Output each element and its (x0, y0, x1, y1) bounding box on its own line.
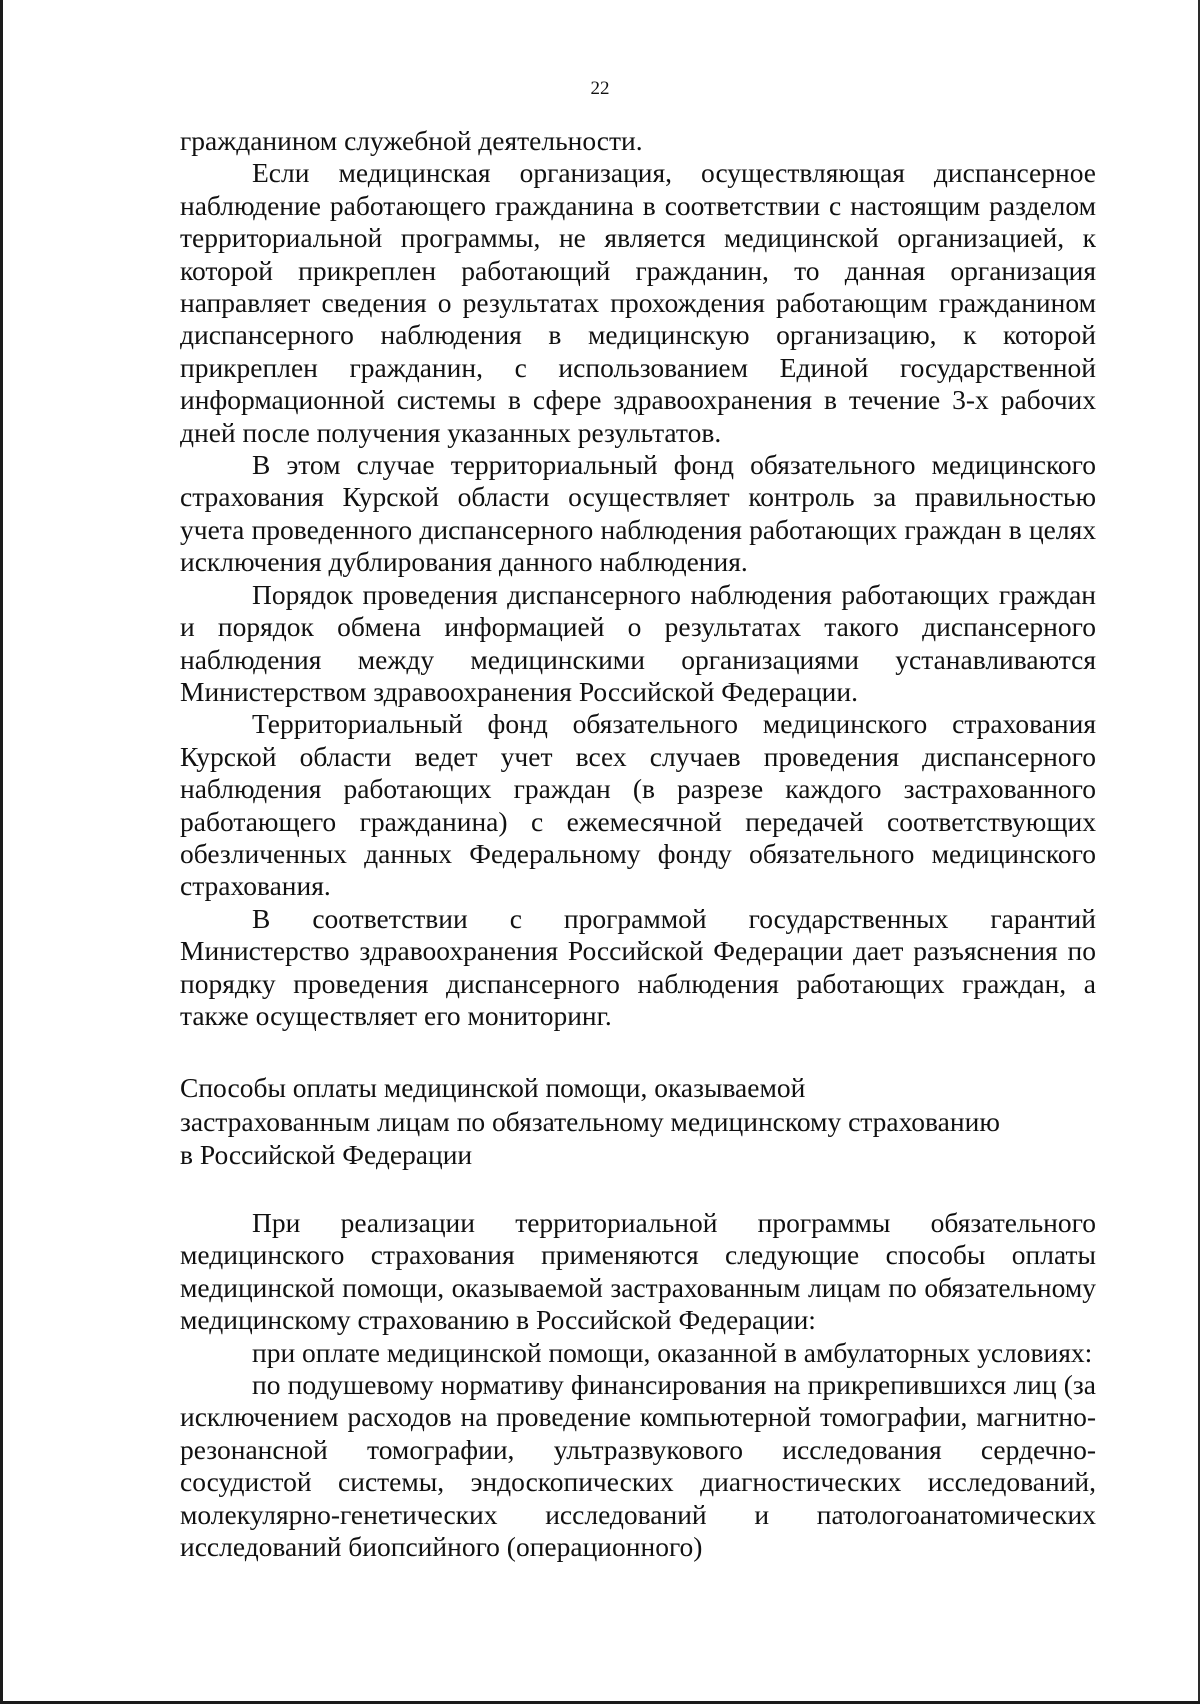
paragraph-continuation: гражданином служебной деятельности. (180, 125, 643, 156)
paragraph: Территориальный фонд обязательного медицинского страхования Курской области ведет учет всех случаев проведения диспансерного наблюдения работающих граждан (в разрезе каждого застрахованного работающего гражданина) с ежемесячной передачей соответствующих обезличенных данных Федеральному фонду обязательного медицинского страхования. (180, 708, 1096, 902)
scan-border-left (0, 0, 3, 1704)
paragraph: при оплате медицинской помощи, оказанной в амбулаторных условиях: (252, 1336, 1093, 1368)
paragraph: Если медицинская организация, осуществляющая диспансерное наблюдение работающего гражданина в соответствии с настоящим разделом территориальной программы, не является медицинской организацией, к которой прикреплен работающий гражданин, то данная организация направляет сведения о результатах прохождения работающим гражданином диспансерного наблюдения в медицинскую организацию, к которой прикреплен гражданин, с использованием Единой государственной информационной системы в сфере здравоохранения в течение 3-х рабочих дней после получения указанных результатов. (180, 157, 1096, 448)
paragraph: Порядок проведения диспансерного наблюдения работающих граждан и порядок обмена информацией о результатах такого диспансерного наблюдения между медицинскими организациями устанавливаются Министерством здравоохранения Российской Федерации. (180, 578, 1096, 707)
paragraph: по подушевому нормативу финансирования на прикрепившихся лиц (за исключением расходов на проведение компьютерной томографии, магнитно-резонансной томографии, ультразвукового исследования сердечно-сосудистой системы, эндоскопических диагностических исследований, молекулярно-генетических исследований и патологоанатомических исследований биопсийного (операционного) (180, 1368, 1096, 1562)
paragraph: В соответствии с программой государственных гарантий Министерство здравоохранения Российской Федерации дает разъяснения по порядку проведения диспансерного наблюдения работающих граждан, а также осуществляет его мониторинг. (180, 902, 1096, 1031)
page-number: 22 (590, 78, 610, 99)
section-heading-line: застрахованным лицам по обязательному медицинскому страхованию (180, 1105, 1000, 1137)
section-heading-line: в Российской Федерации (180, 1139, 473, 1171)
section-heading-line: Способы оплаты медицинской помощи, оказываемой (180, 1072, 806, 1104)
paragraph: При реализации территориальной программы обязательного медицинского страхования применяются следующие способы оплаты медицинской помощи, оказываемой застрахованным лицам по обязательному медицинскому страхованию в Российской Федерации: (180, 1206, 1096, 1336)
document-body (180, 125, 1096, 1563)
paragraph: В этом случае территориальный фонд обязательного медицинского страхования Курской области осуществляет контроль за правильностью учета проведенного диспансерного наблюдения работающих граждан в целях исключения дублирования данного наблюдения. (180, 449, 1096, 578)
section-heading (180, 1071, 1096, 1172)
